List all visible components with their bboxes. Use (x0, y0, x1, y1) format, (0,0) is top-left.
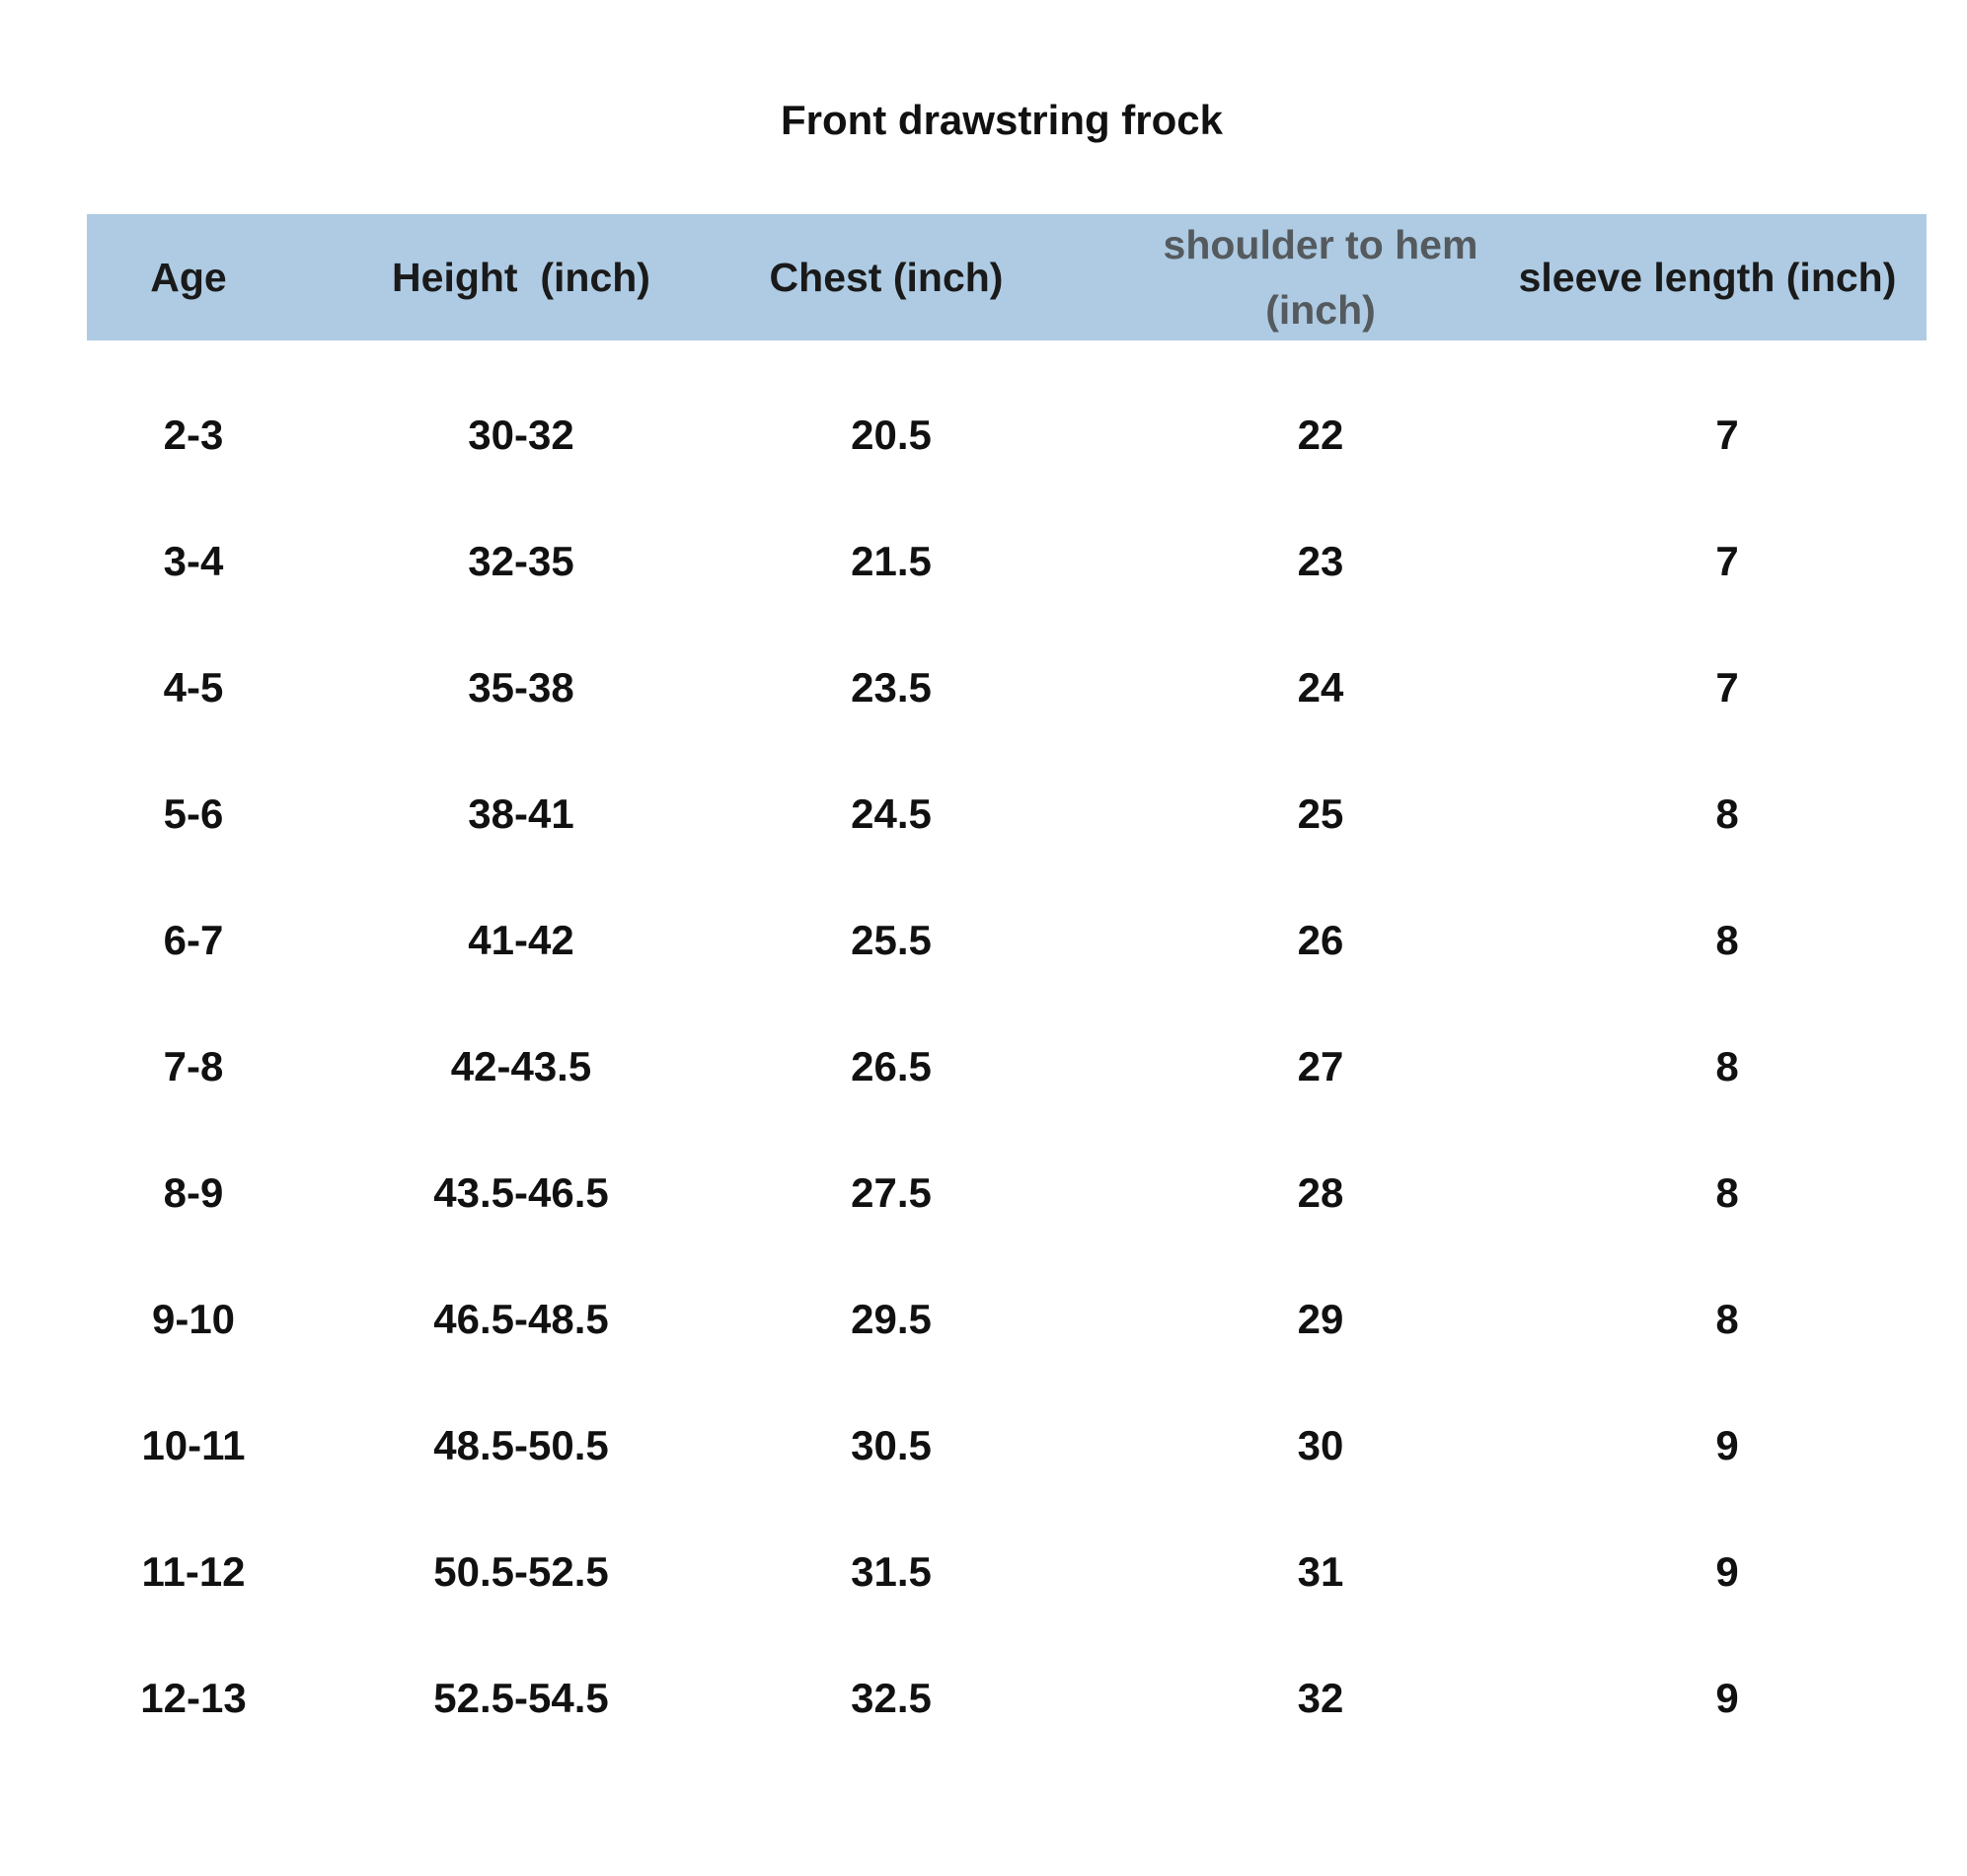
cell-age: 12-13 (140, 1675, 247, 1721)
cell-shoulder-to-hem: 27 (1297, 1043, 1344, 1089)
cell-sleeve-length: 8 (1715, 1296, 1739, 1342)
cell-age: 10-11 (141, 1422, 246, 1468)
cell-sleeve-length: 9 (1715, 1422, 1739, 1468)
cell-sleeve-length: 8 (1715, 1043, 1739, 1089)
cell-sleeve-length: 9 (1715, 1548, 1739, 1595)
cell-height: 50.5-52.5 (433, 1548, 609, 1595)
page-title: Front drawstring frock (780, 97, 1224, 143)
header-height: Height (inch) (392, 255, 650, 300)
cell-age: 11-12 (141, 1548, 246, 1595)
cell-sleeve-length: 9 (1715, 1675, 1739, 1721)
cell-height: 35-38 (468, 664, 574, 711)
cell-shoulder-to-hem: 24 (1297, 664, 1344, 711)
cell-chest: 24.5 (851, 790, 932, 837)
cell-height: 41-42 (468, 917, 574, 963)
cell-chest: 25.5 (851, 917, 932, 963)
table-row (87, 1256, 1927, 1383)
cell-chest: 31.5 (851, 1548, 932, 1595)
cell-height: 30-32 (468, 412, 574, 458)
cell-shoulder-to-hem: 32 (1297, 1675, 1344, 1721)
table-row (87, 1635, 1927, 1762)
cell-shoulder-to-hem: 31 (1297, 1548, 1344, 1595)
cell-height: 46.5-48.5 (433, 1296, 609, 1342)
cell-shoulder-to-hem: 28 (1297, 1169, 1344, 1216)
cell-height: 52.5-54.5 (433, 1675, 609, 1721)
cell-sleeve-length: 8 (1715, 1169, 1739, 1216)
cell-sleeve-length: 7 (1715, 412, 1739, 458)
cell-sleeve-length: 7 (1715, 538, 1739, 584)
table-row (87, 1509, 1927, 1635)
cell-shoulder-to-hem: 25 (1297, 790, 1344, 837)
table-row (87, 1383, 1927, 1509)
cell-age: 7-8 (163, 1043, 224, 1089)
cell-chest: 30.5 (851, 1422, 932, 1468)
cell-chest: 27.5 (851, 1169, 932, 1216)
cell-height: 48.5-50.5 (433, 1422, 609, 1468)
header-age: Age (150, 255, 227, 300)
cell-age: 8-9 (163, 1169, 224, 1216)
table-row (87, 1130, 1927, 1256)
cell-sleeve-length: 7 (1715, 664, 1739, 711)
table-row (87, 498, 1927, 625)
cell-chest: 32.5 (851, 1675, 932, 1721)
cell-chest: 20.5 (851, 412, 932, 458)
table-row (87, 751, 1927, 877)
cell-age: 3-4 (163, 538, 224, 584)
cell-age: 5-6 (163, 790, 224, 837)
header-shoulder-to-hem: shoulder to hem (inch) (1163, 222, 1478, 333)
cell-chest: 23.5 (851, 664, 932, 711)
cell-chest: 21.5 (851, 538, 932, 584)
table-row (87, 372, 1927, 498)
cell-sleeve-length: 8 (1715, 917, 1739, 963)
cell-shoulder-to-hem: 29 (1297, 1296, 1344, 1342)
header-sleeve-length: sleeve length (inch) (1518, 255, 1897, 300)
header-chest: Chest (inch) (769, 255, 1004, 300)
cell-chest: 26.5 (851, 1043, 932, 1089)
cell-height: 32-35 (468, 538, 574, 584)
cell-age: 6-7 (163, 917, 224, 963)
cell-sleeve-length: 8 (1715, 790, 1739, 837)
table-row (87, 1004, 1927, 1130)
cell-age: 4-5 (163, 664, 224, 711)
cell-height: 42-43.5 (450, 1043, 592, 1089)
table-row (87, 877, 1927, 1004)
cell-age: 9-10 (151, 1296, 236, 1342)
cell-height: 38-41 (468, 790, 574, 837)
cell-height: 43.5-46.5 (433, 1169, 609, 1216)
cell-age: 2-3 (163, 412, 224, 458)
table-row (87, 625, 1927, 751)
cell-shoulder-to-hem: 23 (1297, 538, 1344, 584)
cell-shoulder-to-hem: 26 (1297, 917, 1344, 963)
cell-chest: 29.5 (851, 1296, 932, 1342)
cell-shoulder-to-hem: 22 (1297, 412, 1344, 458)
table-header (87, 214, 1927, 340)
cell-shoulder-to-hem: 30 (1297, 1422, 1344, 1468)
